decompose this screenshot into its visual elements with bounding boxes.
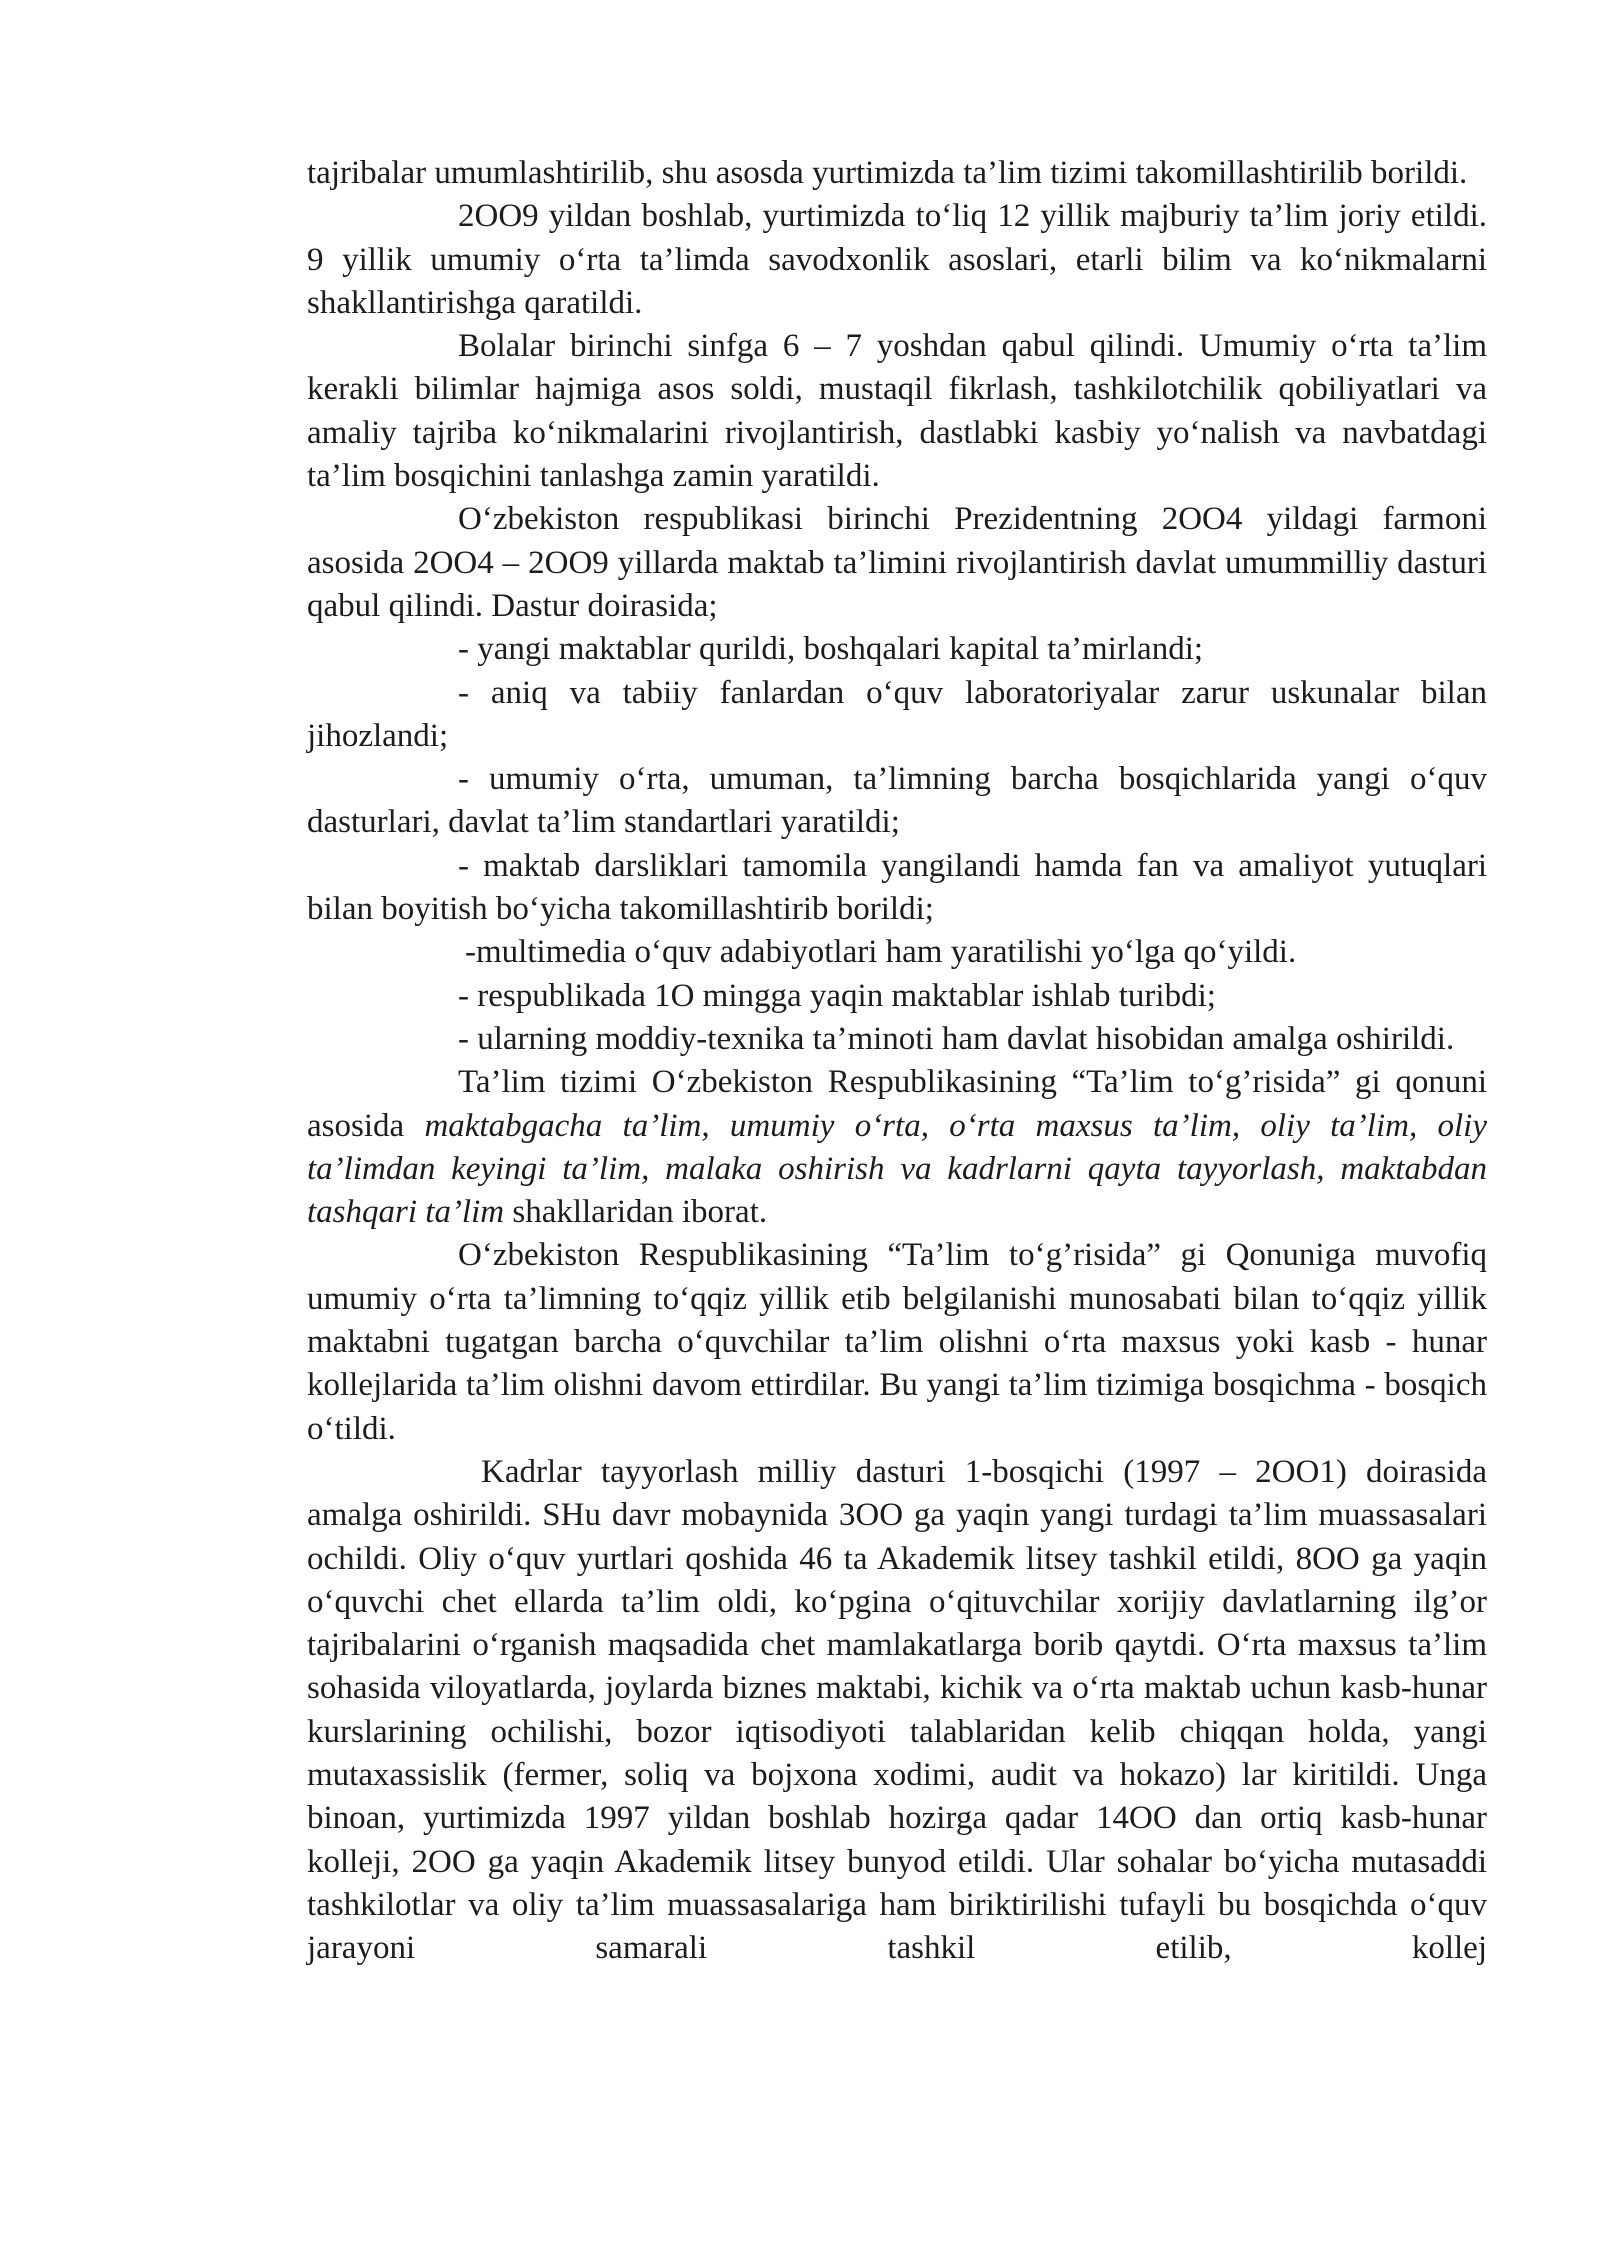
list-item-schools-count: - respublikada 1O mingga yaqin maktablar ishlab turibdi; (458, 977, 1216, 1014)
list-item-funding: - ularning moddiy-texnika ta’minoti ham davlat hisobidan amalga oshirildi. (458, 1020, 1455, 1057)
paragraph-continuation: tajribalar umumlashtirilib, shu asosda yurtimizda ta’lim tizimi takomillashtirilib borildi. (307, 155, 1468, 191)
document-page (307, 152, 1487, 1970)
education-system-levels: maktabgacha ta’lim, umumiy o‘rta, o‘rta maxsus ta’lim, oliy ta’lim, oliy ta’limdan keyingi ta’lim, malaka oshirish va kadrlarni qayta tayyorlash, maktabdan tashqari ta’lim (307, 1107, 1487, 1231)
paragraph-law-on-education: O‘zbekiston Respublikasining “Ta’lim to‘g’risida” gi Qonuniga muvofiq umumiy o‘rta ta’limning to‘qqiz yillik etib belgilanishi munosabati bilan to‘qqiz yillik maktabni tugatgan barcha o‘quvchilar ta’lim olishni o‘rta maxsus yoki kasb - hunar kollejlarida ta’lim olishni davom ettirdilar. Bu yangi ta’lim tizimiga bosqichma - bosqich o‘tildi. (307, 1237, 1487, 1447)
paragraph-education-system (307, 1061, 1487, 1234)
paragraph-national-program: Kadrlar tayyorlash milliy dasturi 1-bosqichi (1997 – 2OO1) doirasida amalga oshirildi. SHu davr mobaynida 3OO ga yaqin yangi turdagi ta’lim muassasalari ochildi. Oliy o‘quv yurtlari qoshida 46 ta Akademik litsey tashkil etildi, 8OO ga yaqin o‘quvchi chet ellarda ta’lim oldi, ko‘pgina o‘qituvchilar xorijiy davlatlarning ilg’or tajribalarini o‘rganish maqsadida chet mamlakatlarga borib qaytdi. O‘rta maxsus ta’lim sohasida viloyatlarda, joylarda biznes maktabi, kichik va o‘rta maktab uchun kasb-hunar kurslarining ochilishi, bozor iqtisodiyoti talablaridan kelib chiqqan holda, yangi mutaxassislik (fermer, soliq va bojxona xodimi, audit va hokazo) lar kiritildi. Unga binoan, yurtimizda 1997 yildan boshlab hozirga qadar 14OO dan ortiq kasb-hunar kolleji, 2OO ga yaqin Akademik litsey bunyod etildi. Ular sohalar bo‘yicha mutasaddi tashkilotlar va oliy ta’lim muassasalariga ham biriktirilishi tufayli bu bosqichda o‘quv jarayoni samarali tashkil etilib, kollej (307, 1453, 1487, 1967)
list-item-multimedia: -multimedia o‘quv adabiyotlari ham yaratilishi yo‘lga qo‘yildi. (465, 934, 1297, 971)
list-item-new-schools: - yangi maktablar qurildi, boshqalari kapital ta’mirlandi; (458, 631, 1204, 668)
list-item-laboratories: - aniq va tabiiy fanlardan o‘quv laboratoriyalar zarur uskunalar bilan jihozlandi; (307, 674, 1487, 754)
education-system-outro: shakllaridan iborat. (504, 1194, 768, 1231)
list-item-curricula: - umumiy o‘rta, umuman, ta’limning barcha bosqichlarida yangi o‘quv dasturlari, davlat ta’lim standartlari yaratildi; (307, 761, 1487, 841)
paragraph-2009-reform: 2OO9 yildan boshlab, yurtimizda to‘liq 12 yillik majburiy ta’lim joriy etildi. 9 yillik umumiy o‘rta ta’limda savodxonlik asoslari, etarli bilim va ko‘nikmalarni shakllantirishga qaratildi. (307, 198, 1487, 321)
education-system-intro: Ta’lim tizimi O‘zbekiston Respublikasining “Ta’lim to‘g’risida” gi qonuni asosida (307, 1064, 1487, 1144)
paragraph-president-decree: O‘zbekiston respublikasi birinchi Prezidentning 2OO4 yildagi farmoni asosida 2OO4 – 2OO9 yillarda maktab ta’limini rivojlantirish davlat umummilliy dasturi qabul qilindi. Dastur doirasida; (307, 501, 1487, 624)
paragraph-first-grade: Bolalar birinchi sinfga 6 – 7 yoshdan qabul qilindi. Umumiy o‘rta ta’lim kerakli bilimlar hajmiga asos soldi, mustaqil fikrlash, tashkilotchilik qobiliyatlari va amaliy tajriba ko‘nikmalarini rivojlantirish, dastlabki kasbiy yo‘nalish va navbatdagi ta’lim bosqichini tanlashga zamin yaratildi. (307, 328, 1487, 495)
list-item-textbooks: - maktab darsliklari tamomila yangilandi hamda fan va amaliyot yutuqlari bilan boyitish bo‘yicha takomillashtirib borildi; (307, 847, 1487, 928)
